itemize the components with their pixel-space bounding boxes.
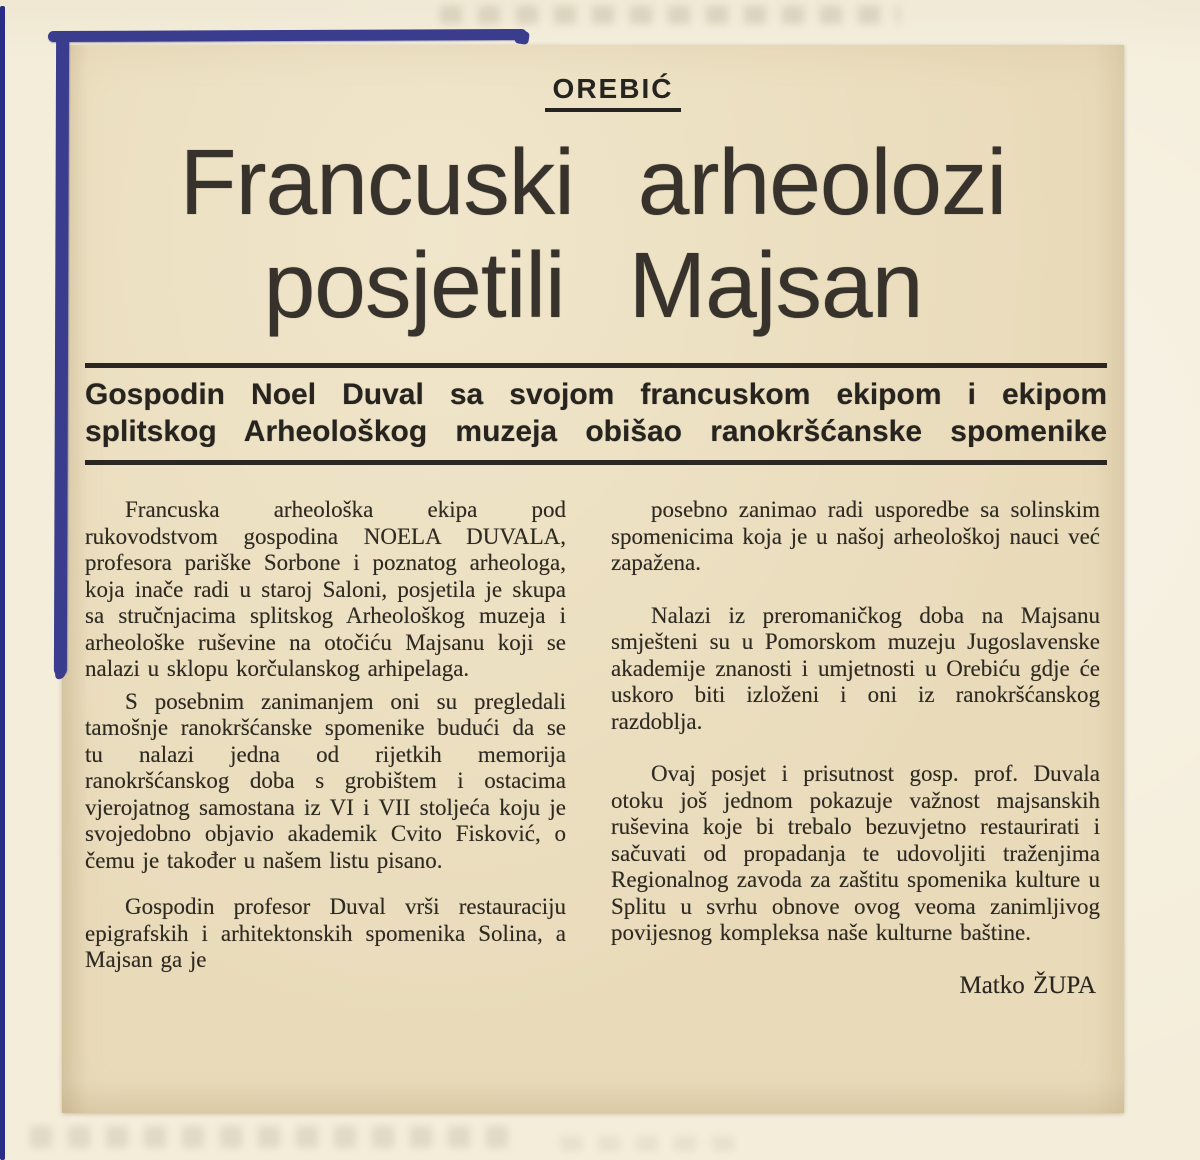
body-column-left — [85, 497, 566, 980]
newspaper-clipping — [62, 45, 1124, 1113]
headline-line-2: posjetili Majsan — [263, 233, 923, 337]
blue-marker-line-vertical — [54, 33, 69, 676]
bleedthrough-smudge — [30, 1126, 510, 1148]
kicker-row — [82, 73, 1144, 112]
paragraph: S posebnim zanimanjem oni su pregledali tamošnje ranokršćanske spomenike budući da se tu nalazi jedna od rijetkih memorija ranokršćanskog doba s grobištem i ostacima vjerojatnog samostana iz VI i VII stoljeća koju je svojedobno objavio akademik Cvito Fisković, o čemu je također u našem listu pisano. — [85, 688, 566, 873]
author-byline: Matko ŽUPA — [959, 971, 1096, 999]
blue-marker-line-horizontal — [48, 29, 527, 42]
subhead-line-1: Gospodin Noel Duval sa svojom francuskom ekipom i ekipom — [85, 378, 1107, 411]
subhead-line-2: splitskog Arheološkog muzeja obišao ranokršćanske spomenike — [85, 415, 1107, 448]
body-column-right — [611, 497, 1100, 1025]
paragraph: Nalazi iz preromaničkog doba na Majsanu smješteni su u Pomorskom muzeju Jugoslavenske akademije znanosti i umjetnosti u Orebiću gdje će uskoro biti izloženi i oni iz ranokršćanskog razdoblja. — [611, 602, 1100, 734]
section-kicker: OREBIĆ — [545, 73, 682, 112]
headline-line-1: Francuski arheolozi — [179, 130, 1007, 234]
article-headline — [62, 131, 1124, 337]
article-subhead — [85, 363, 1107, 465]
paragraph: Gospodin profesor Duval vrši restauraciju epigrafskih i arhitektonskih spomenika Solina, a Majsan ga je — [85, 894, 566, 972]
paragraph: Ovaj posjet i prisutnost gosp. prof. Duvala otoku još jednom pokazuje važnost majsanskih ruševina koje bi trebalo bezuvjetno restaurirati i sačuvati od propadanja te udovoljiti traženjima Regionalnog zavoda za zaštitu spomenika kulture u Splitu u svrhu obnove ovog veoma zanimljivog povijesnog kompleksa naše kulturne baštine. — [611, 761, 1100, 945]
bleedthrough-smudge — [560, 1136, 750, 1151]
paragraph: Francuska arheološka ekipa pod rukovodstvom gospodina NOELA DUVALA, profesora pariške Sorbone i poznatog arheologa, koja inače radi u staroj Saloni, posjetila je skupa sa stručnjacima splitskog Arheološkog muzeja i arheološke ruševine na otočiću Majsanu koji se nalazi u sklopu korčulanskog arhipelaga. — [85, 497, 566, 681]
scan-edge-line — [0, 6, 5, 1160]
bleedthrough-smudge — [440, 6, 900, 24]
paragraph: posebno zanimao radi usporedbe sa solinskim spomenicima koja je u našoj arheološkoj nauci već zapažena. — [611, 497, 1100, 575]
